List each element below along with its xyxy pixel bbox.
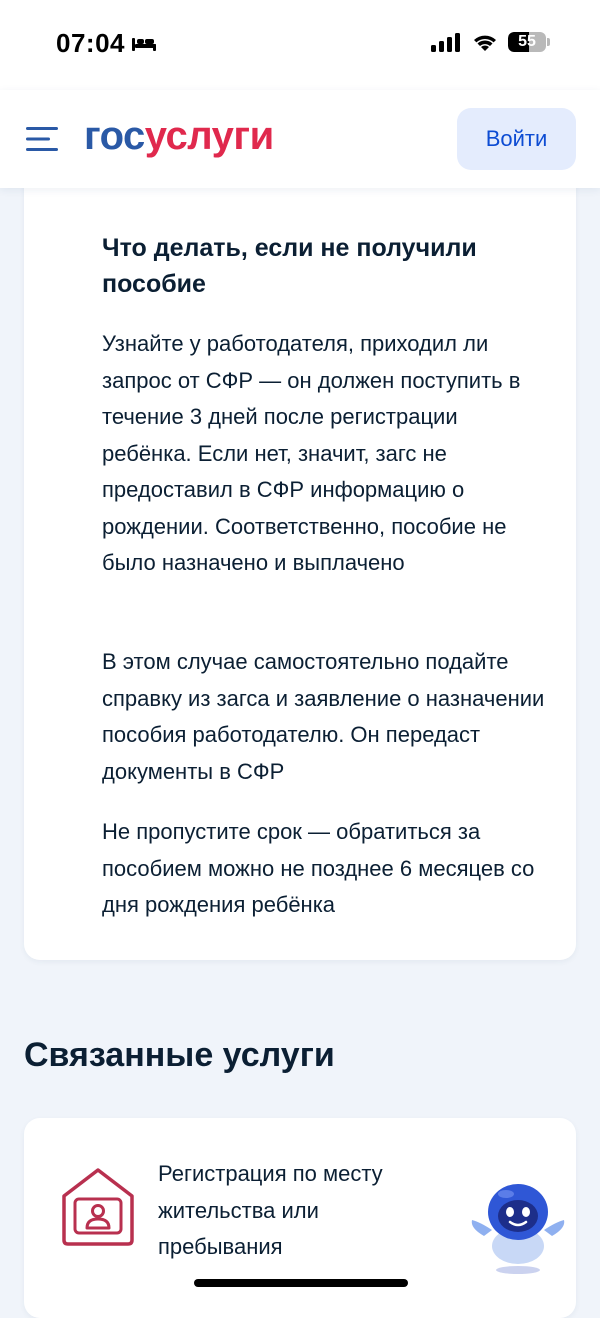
status-indicators (430, 32, 550, 52)
login-button[interactable]: Войти (457, 108, 576, 170)
logo-part-uslugi: услуги (144, 114, 274, 158)
logo-part-gos: гос (84, 114, 145, 158)
hamburger-menu-icon[interactable] (26, 126, 58, 152)
status-time-text: 07:04 (56, 28, 125, 58)
house-person-icon (60, 1166, 136, 1246)
status-time (56, 28, 157, 59)
home-indicator[interactable] (194, 1279, 408, 1287)
battery-level: 55 (518, 33, 536, 50)
robot-assistant-icon[interactable] (466, 1176, 570, 1276)
info-paragraph: В этом случае самостоятельно подайте справку из загса и заявление о назначении пособия работодателю. Он передаст документы в СФР (102, 649, 545, 784)
app-header (0, 90, 600, 188)
info-paragraph: Узнайте у работодателя, приходил ли запрос от СФР — он должен поступить в течение 3 дней после регистрации ребёнка. Если нет, значит, загс не предоставил в СФР информацию о рождении. Соответственно, пособие не было назначено и выплачено (102, 331, 521, 575)
battery-icon (508, 32, 546, 52)
info-card (24, 160, 576, 960)
related-services-title: Связанные услуги (24, 1036, 335, 1074)
battery-tip (547, 38, 550, 46)
gosuslugi-logo[interactable] (84, 114, 274, 159)
info-paragraph: Не пропустите срок — обратиться за пособием можно не позднее 6 месяцев со дня рождения ребёнка (102, 819, 535, 917)
service-card-registration[interactable] (24, 1118, 576, 1318)
wifi-icon (472, 32, 498, 52)
cellular-signal-icon (430, 32, 462, 52)
bed-icon (131, 36, 157, 52)
service-label: Регистрация по месту жительства или пребывания (158, 1161, 383, 1259)
info-card-title: Что делать, если не получили пособие (102, 234, 477, 298)
status-bar (0, 0, 600, 90)
